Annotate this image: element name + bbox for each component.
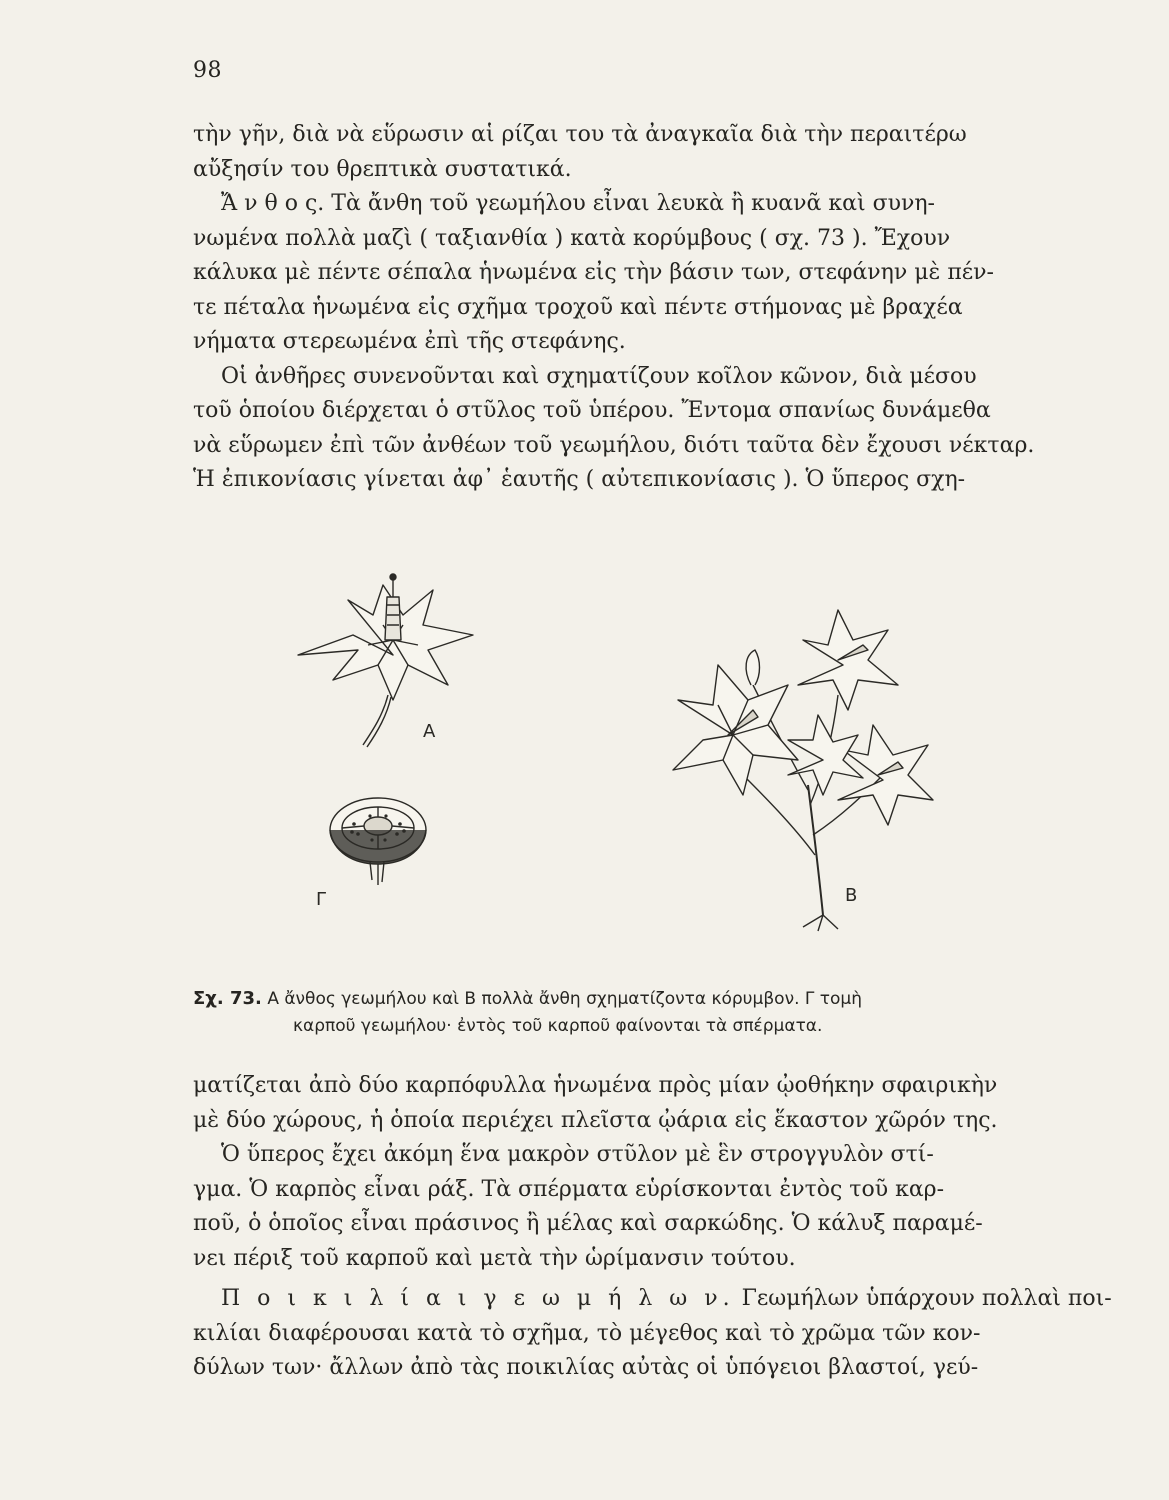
text-line: Οἱ ἀνθῆρες συνενοῦνται καὶ σχηματίζουν κοῖλον κῶνον, διὰ μέσου [221,363,977,389]
text-line: γμα. Ὁ καρπὸς εἶναι ράξ. Τὰ σπέρματα εὑρίσκονται ἐντὸς τοῦ καρ- [193,1176,945,1202]
text-line: τε πέταλα ἡνωμένα εἰς σχῆμα τροχοῦ καὶ πέντε στήμονας μὲ βραχέα [193,294,963,320]
text-line: Ὁ ὕπερος ἔχει ἀκόμη ἕνα μακρὸν στῦλον μὲ ἓν στρογγυλὸν στί- [221,1142,934,1167]
text-line: τὴν γῆν, διὰ νὰ εὕρωσιν αἱ ρίζαι του τὰ ἀναγκαῖα διὰ τὴν περαιτέρω [193,122,967,147]
lower-paragraphs [193,1069,1112,1386]
page-number: 98 [193,58,222,83]
text-line: αὔξησίν του θρεπτικὰ συστατικά. [193,156,572,182]
varieties-paragraph-first-line [193,1282,1112,1317]
flower-cluster-drawing [673,610,933,931]
text-line: ματίζεται ἀπὸ δύο καρπόφυλλα ἡνωμένα πρὸς μίαν ᾠοθήκην σφαιρικὴν [193,1073,998,1098]
text-line: νὰ εὕρωμεν ἐπὶ τῶν ἀνθέων τοῦ γεωμήλου, διότι ταῦτα δὲν ἔχουσι νέκταρ. [193,432,1035,458]
single-flower-drawing [298,574,473,747]
figure-label-b: B [845,885,858,906]
text-line: μὲ δύο χώρους, ἡ ὁποία περιέχει πλεῖστα ᾠάρια εἰς ἕκαστον χῶρόν της. [193,1107,998,1133]
text-line: κάλυκα μὲ πέντε σέπαλα ἡνωμένα εἰς τὴν βάσιν των, στεφάνην μὲ πέν- [193,260,994,285]
fruit-section-drawing [330,798,426,885]
text-line: νει πέριξ τοῦ καρποῦ καὶ μετὰ τὴν ὡρίμανσιν τούτου. [193,1245,796,1271]
text-line: τοῦ ὁποίου διέρχεται ὁ στῦλος τοῦ ὑπέρου. Ἔντομα σπανίως δυνάμεθα [193,398,991,423]
text-line: δύλων των· ἄλλων ἀπὸ τὰς ποικιλίας αὐτὰς οἱ ὑπόγειοι βλαστοί, γεύ- [193,1355,979,1380]
text-line: ποῦ, ὁ ὁποῖος εἶναι πράσινος ἢ μέλας καὶ σαρκώδης. Ὁ κάλυξ παραμέ- [193,1211,983,1236]
text-line: νωμένα πολλὰ μαζὶ ( ταξιανθία ) κατὰ κορύμβους ( σχ. 73 ). Ἔχουν [193,225,951,251]
figure-73 [193,535,1053,985]
text-line: Γεωμήλων ὑπάρχουν πολλαὶ ποι- [741,1286,1112,1311]
flower-paragraph-first-line [193,187,1051,222]
figure-label-g: Γ [316,889,327,910]
flower-heading: Ἄ ν θ ο ς. [221,191,325,216]
caption-line-2: καρποῦ γεωμήλου· ἐντὸς τοῦ καρποῦ φαίνονται τὰ σπέρματα. [293,1016,823,1036]
figure-caption [193,985,1053,1040]
botanical-illustration [193,535,1053,985]
figure-label-a: A [423,721,436,742]
text-line: Τὰ ἄνθη τοῦ γεωμήλου εἶναι λευκὰ ἢ κυανᾶ καὶ συνη- [331,191,935,216]
text-line: κιλίαι διαφέρουσαι κατὰ τὸ σχῆμα, τὸ μέγεθος καὶ τὸ χρῶμα τῶν κον- [193,1320,981,1346]
varieties-heading: Π ο ι κ ι λ ί α ι γ ε ω μ ή λ ω ν. [221,1286,735,1311]
caption-line-1 [193,985,1053,1013]
text-line: Ἡ ἐπικονίασις γίνεται ἀφ᾽ ἑαυτῆς ( αὐτεπικονίασις ). Ὁ ὕπερος σχη- [193,467,966,492]
text-line: νήματα στερεωμένα ἐπὶ τῆς στεφάνης. [193,329,626,354]
caption-text: Α ἄνθος γεωμήλου καὶ Β πολλὰ ἄνθη σχηματίζοντα κόρυμβον. Γ τομὴ [267,989,862,1009]
upper-paragraphs [193,118,1051,498]
caption-lead: Σχ. 73. [193,988,262,1009]
